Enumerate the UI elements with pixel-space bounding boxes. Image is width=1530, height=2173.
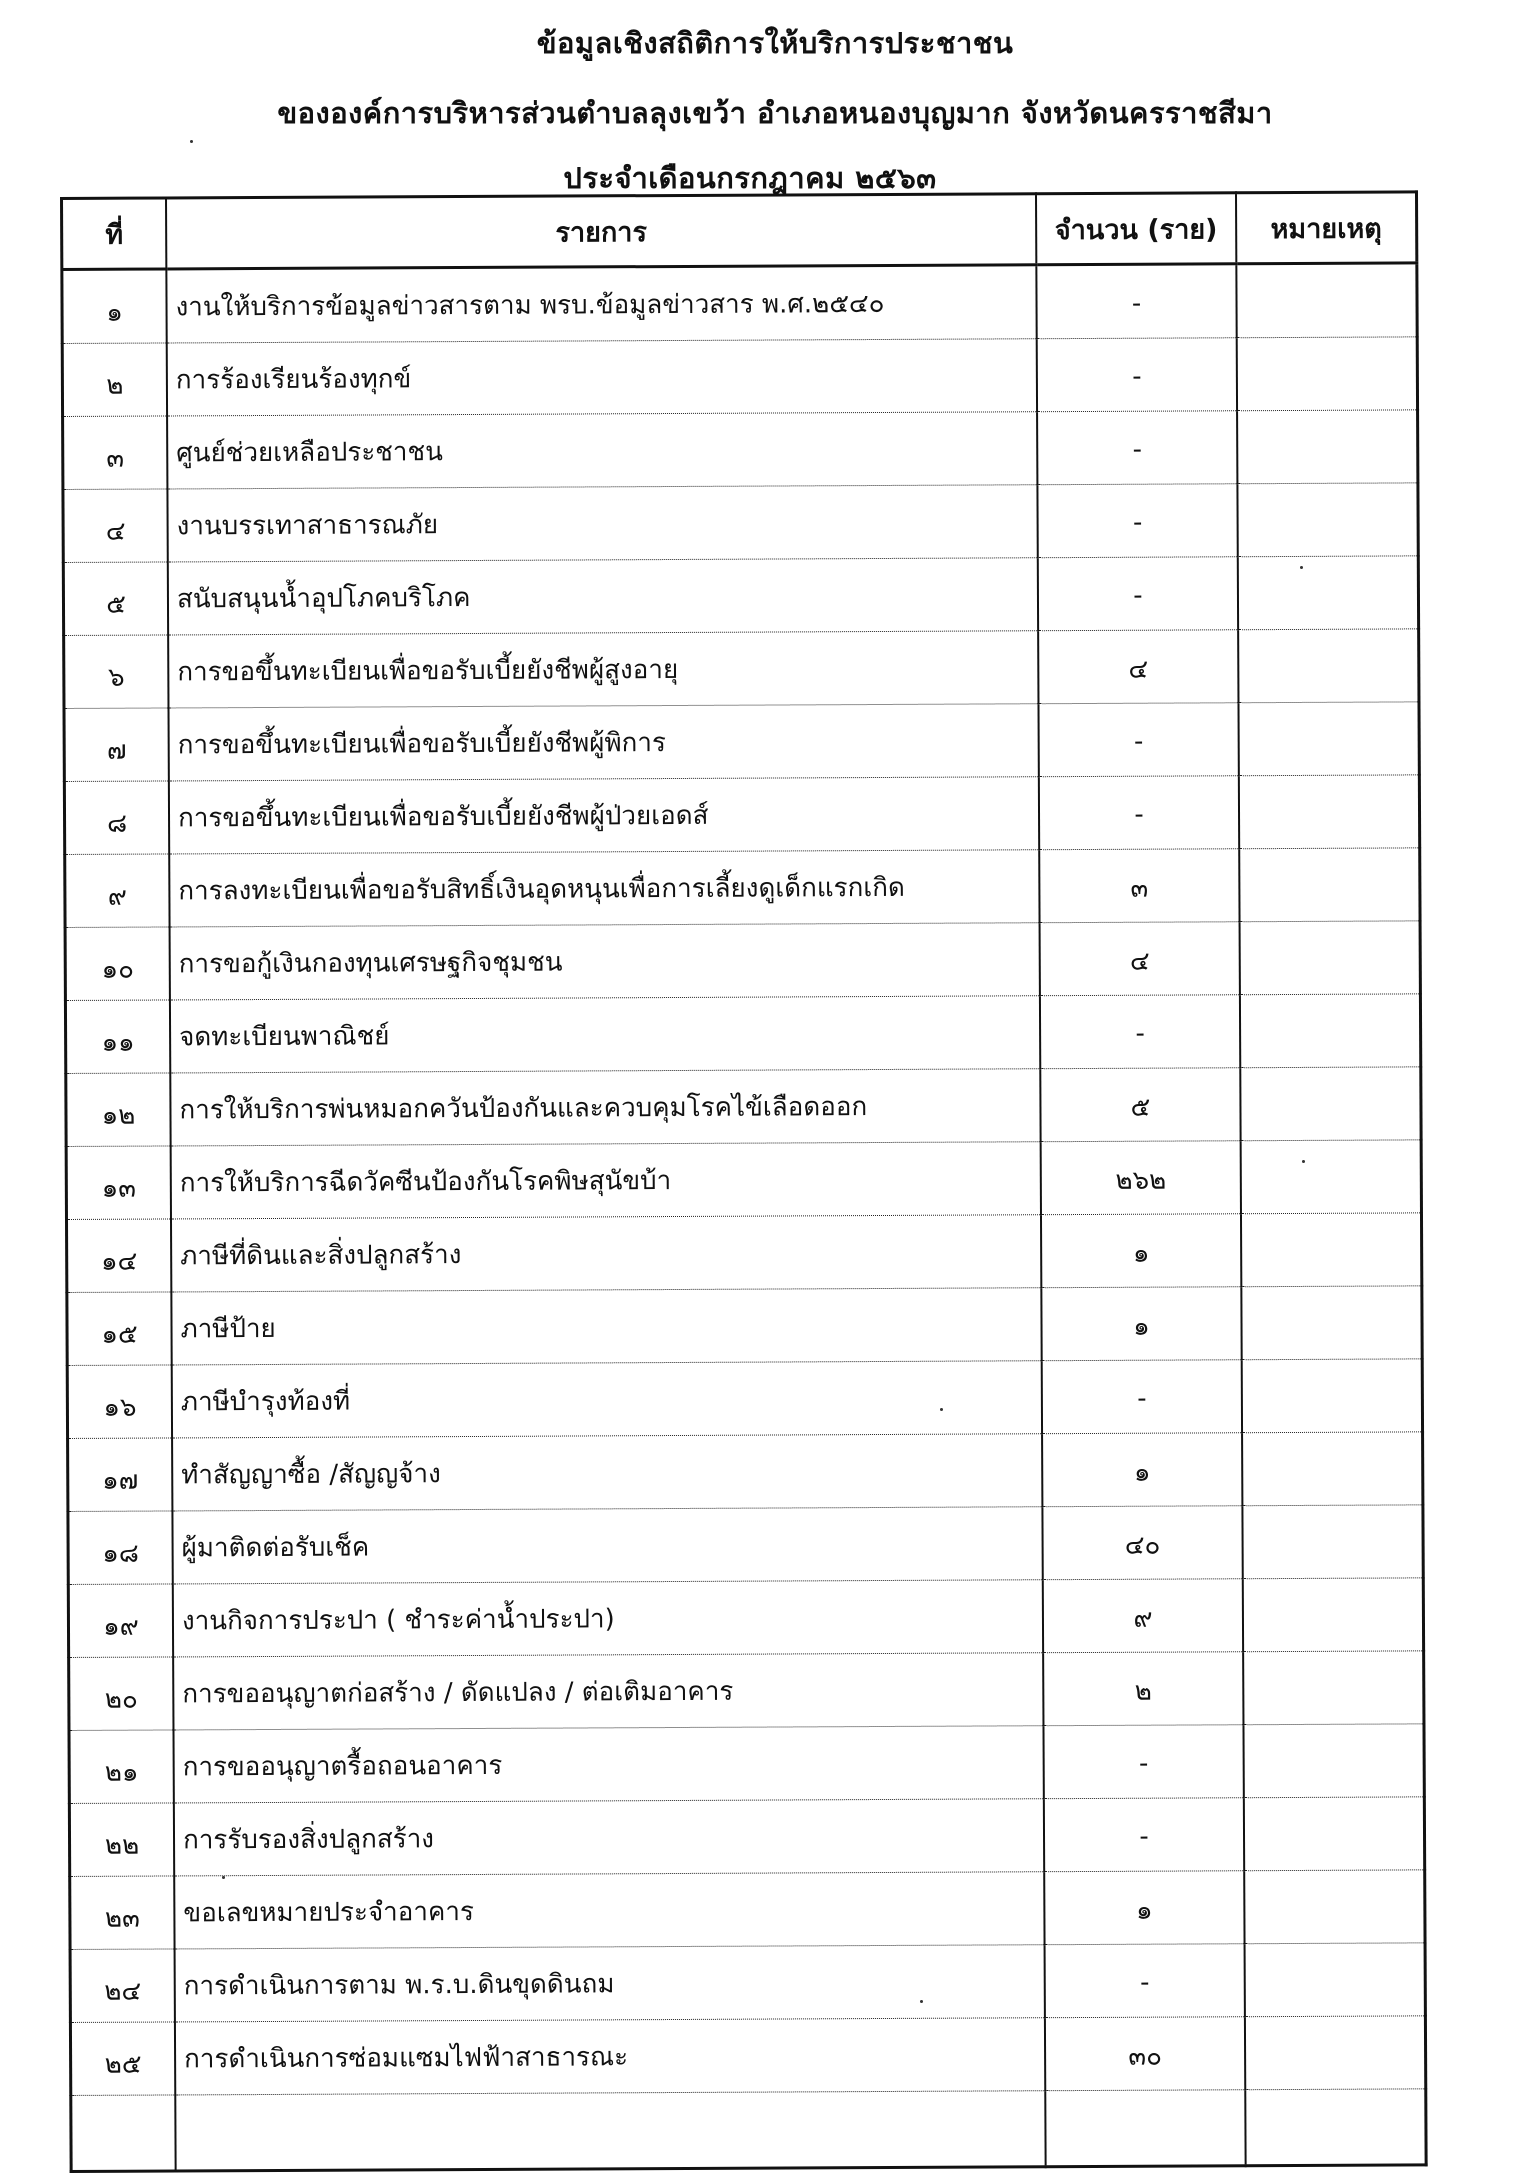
row-item: การขอขึ้นทะเบียนเพื่อขอรับเบี้ยยังชีพผู้พิการ: [168, 704, 1038, 781]
row-count: ๒๖๒: [1041, 1141, 1241, 1215]
row-count: -: [1044, 1798, 1244, 1872]
row-note: [1245, 1943, 1426, 2017]
period-line: ประจำเดือนกรกฎาคม ๒๕๖๓: [563, 161, 937, 195]
table-row: [69, 1724, 1424, 1804]
row-note: [1243, 1578, 1424, 1652]
scan-speck: [222, 1876, 225, 1879]
row-item: ภาษีบำรุงท้องที่: [172, 1361, 1042, 1438]
row-item: การร้องเรียนร้องทุกข์: [167, 339, 1037, 416]
scan-speck: [940, 1408, 943, 1411]
row-number: ๒๐: [69, 1657, 174, 1731]
row-item: สนับสนุนน้ำอุปโภคบริโภค: [168, 558, 1038, 635]
row-number: ๑๒: [66, 1073, 171, 1147]
row-note: [1238, 556, 1419, 630]
empty-cell: [1245, 2089, 1426, 2166]
row-item: จดทะเบียนพาณิชย์: [170, 996, 1040, 1073]
row-note: [1244, 1797, 1425, 1871]
row-count: -: [1037, 411, 1237, 485]
row-count: -: [1040, 995, 1240, 1069]
row-number: ๕: [63, 562, 168, 636]
table-row: [62, 263, 1417, 344]
scan-speck: [1300, 566, 1303, 569]
row-count: -: [1036, 264, 1236, 339]
row-note: [1241, 1213, 1422, 1287]
row-count: ๑: [1044, 1871, 1244, 1945]
row-note: [1237, 483, 1418, 557]
table-row: [64, 775, 1419, 855]
row-number: ๓: [63, 416, 168, 490]
table-row: [67, 1286, 1422, 1366]
row-item: ภาษีที่ดินและสิ่งปลูกสร้าง: [171, 1215, 1041, 1292]
table-row: [65, 848, 1420, 928]
row-item: การขอกู้เงินกองทุนเศรษฐกิจชุมชน: [170, 923, 1040, 1000]
row-count: -: [1042, 1360, 1242, 1434]
scan-speck: [920, 2000, 923, 2003]
row-item: ขอเลขหมายประจำอาคาร: [174, 1872, 1044, 1949]
table-row-empty: [71, 2089, 1426, 2172]
table-body: [62, 263, 1426, 2172]
row-number: ๔: [63, 489, 168, 563]
row-number: ๗: [64, 708, 169, 782]
row-note: [1238, 702, 1419, 776]
row-note: [1244, 1870, 1425, 1944]
empty-cell: [1045, 2090, 1245, 2167]
row-count: ๑: [1041, 1287, 1241, 1361]
organization-line: ขององค์การบริหารส่วนตำบลลุงเขว้า อำเภอหนองบุญมาก จังหวัดนครราชสีมา: [277, 96, 1273, 130]
table-row: [68, 1505, 1423, 1585]
table-row: [69, 1651, 1424, 1731]
row-note: [1237, 410, 1418, 484]
statistics-table: [60, 190, 1428, 2173]
table-row: [66, 1213, 1421, 1293]
row-count: -: [1037, 484, 1237, 558]
row-note: [1240, 1067, 1421, 1141]
row-note: [1242, 1359, 1423, 1433]
header-no: ที่: [62, 198, 167, 270]
row-number: ๒๒: [69, 1803, 174, 1877]
row-note: [1245, 2016, 1426, 2090]
table-row: [62, 337, 1417, 417]
row-item: งานให้บริการข้อมูลข่าวสารตาม พรบ.ข้อมูลข่าวสาร พ.ศ.๒๕๔๐: [166, 265, 1036, 343]
row-item: ทำสัญญาซื้อ /สัญญจ้าง: [172, 1434, 1042, 1511]
row-note: [1237, 337, 1418, 411]
row-number: ๑๙: [68, 1584, 173, 1658]
row-count: ๓๐: [1045, 2017, 1245, 2091]
row-number: ๖: [64, 635, 169, 709]
row-count: ๓: [1039, 849, 1239, 923]
row-note: [1242, 1432, 1423, 1506]
row-count: -: [1045, 1944, 1245, 2018]
empty-cell: [175, 2091, 1045, 2171]
row-count: ๑: [1041, 1214, 1241, 1288]
table-row: [68, 1578, 1423, 1658]
row-item: การขอขึ้นทะเบียนเพื่อขอรับเบี้ยยังชีพผู้ป่วยเอดส์: [169, 777, 1039, 854]
row-item: ศูนย์ช่วยเหลือประชาชน: [167, 412, 1037, 489]
row-item: การขออนุญาตก่อสร้าง / ดัดแปลง / ต่อเติมอาคาร: [173, 1653, 1043, 1730]
row-note: [1241, 1286, 1422, 1360]
table-row: [66, 1140, 1421, 1220]
row-count: -: [1037, 338, 1237, 412]
row-item: ภาษีป้าย: [171, 1288, 1041, 1365]
row-number: ๑๖: [67, 1365, 172, 1439]
row-item: การให้บริการฉีดวัคซีนป้องกันโรคพิษสุนัขบ้า: [171, 1142, 1041, 1219]
row-number: ๙: [65, 854, 170, 928]
row-number: ๑๐: [65, 927, 170, 1001]
row-note: [1240, 994, 1421, 1068]
table-row: [65, 921, 1420, 1001]
row-number: ๑๔: [66, 1219, 171, 1293]
table-row: [63, 483, 1418, 563]
row-number: ๒๓: [70, 1876, 175, 1950]
scan-speck: [190, 140, 193, 143]
row-count: ๕: [1040, 1068, 1240, 1142]
table-row: [63, 556, 1418, 636]
table-row: [64, 702, 1419, 782]
row-number: ๑: [62, 269, 167, 344]
row-item: ผู้มาติดต่อรับเช็ค: [172, 1507, 1042, 1584]
row-number: ๒๔: [70, 1949, 175, 2023]
row-item: งานกิจการประปา ( ชำระค่าน้ำประปา): [173, 1580, 1043, 1657]
row-count: -: [1038, 557, 1238, 631]
row-note: [1242, 1505, 1423, 1579]
empty-cell: [71, 2095, 176, 2172]
row-count: ๑: [1042, 1433, 1242, 1507]
row-count: -: [1038, 703, 1238, 777]
row-number: ๘: [64, 781, 169, 855]
row-note: [1241, 1140, 1422, 1214]
row-number: ๑๑: [65, 1000, 170, 1074]
table-row: [69, 1797, 1424, 1877]
row-note: [1239, 775, 1420, 849]
table-row: [64, 629, 1419, 709]
table-row: [70, 1943, 1425, 2023]
row-count: -: [1043, 1725, 1243, 1799]
row-count: ๔: [1040, 922, 1240, 996]
scan-speck: [1302, 1160, 1305, 1163]
row-count: ๔: [1038, 630, 1238, 704]
document-title: ข้อมูลเชิงสถิติการให้บริการประชาชน: [536, 26, 1014, 60]
table-row: [70, 2016, 1425, 2096]
row-count: -: [1039, 776, 1239, 850]
table-row: [65, 994, 1420, 1074]
row-number: ๒: [62, 343, 167, 417]
row-count: ๒: [1043, 1652, 1243, 1726]
row-item: การขอขึ้นทะเบียนเพื่อขอรับเบี้ยยังชีพผู้สูงอายุ: [168, 631, 1038, 708]
row-number: ๑๗: [68, 1438, 173, 1512]
row-number: ๒๑: [69, 1730, 174, 1804]
row-item: การให้บริการพ่นหมอกควันป้องกันและควบคุมโรคไข้เลือดออก: [170, 1069, 1040, 1146]
row-item: การลงทะเบียนเพื่อขอรับสิทธิ์เงินอุดหนุนเพื่อการเลี้ยงดูเด็กแรกเกิด: [169, 850, 1039, 927]
table-row: [63, 410, 1418, 490]
row-count: ๙: [1043, 1579, 1243, 1653]
header-count: จำนวน (ราย): [1036, 193, 1236, 265]
row-note: [1236, 263, 1417, 338]
row-note: [1243, 1651, 1424, 1725]
header-item: รายการ: [166, 194, 1036, 269]
header-note: หมายเหตุ: [1236, 192, 1417, 264]
table-row: [70, 1870, 1425, 1950]
row-count: ๔๐: [1042, 1506, 1242, 1580]
table-row: [68, 1432, 1423, 1512]
row-number: ๑๓: [66, 1146, 171, 1220]
row-number: ๑๕: [67, 1292, 172, 1366]
row-note: [1243, 1724, 1424, 1798]
row-number: ๒๕: [70, 2022, 175, 2096]
row-item: การดำเนินการตาม พ.ร.บ.ดินขุดดินถม: [175, 1945, 1045, 2022]
table-header-row: [62, 192, 1417, 270]
row-item: งานบรรเทาสาธารณภัย: [167, 485, 1037, 562]
row-note: [1239, 848, 1420, 922]
row-item: การรับรองสิ่งปลูกสร้าง: [174, 1799, 1044, 1876]
row-note: [1240, 921, 1421, 995]
row-item: การขออนุญาตรื้อถอนอาคาร: [173, 1726, 1043, 1803]
row-note: [1238, 629, 1419, 703]
table-row: [66, 1067, 1421, 1147]
row-item: การดำเนินการซ่อมแซมไฟฟ้าสาธารณะ: [175, 2018, 1045, 2095]
table-row: [67, 1359, 1422, 1439]
row-number: ๑๘: [68, 1511, 173, 1585]
